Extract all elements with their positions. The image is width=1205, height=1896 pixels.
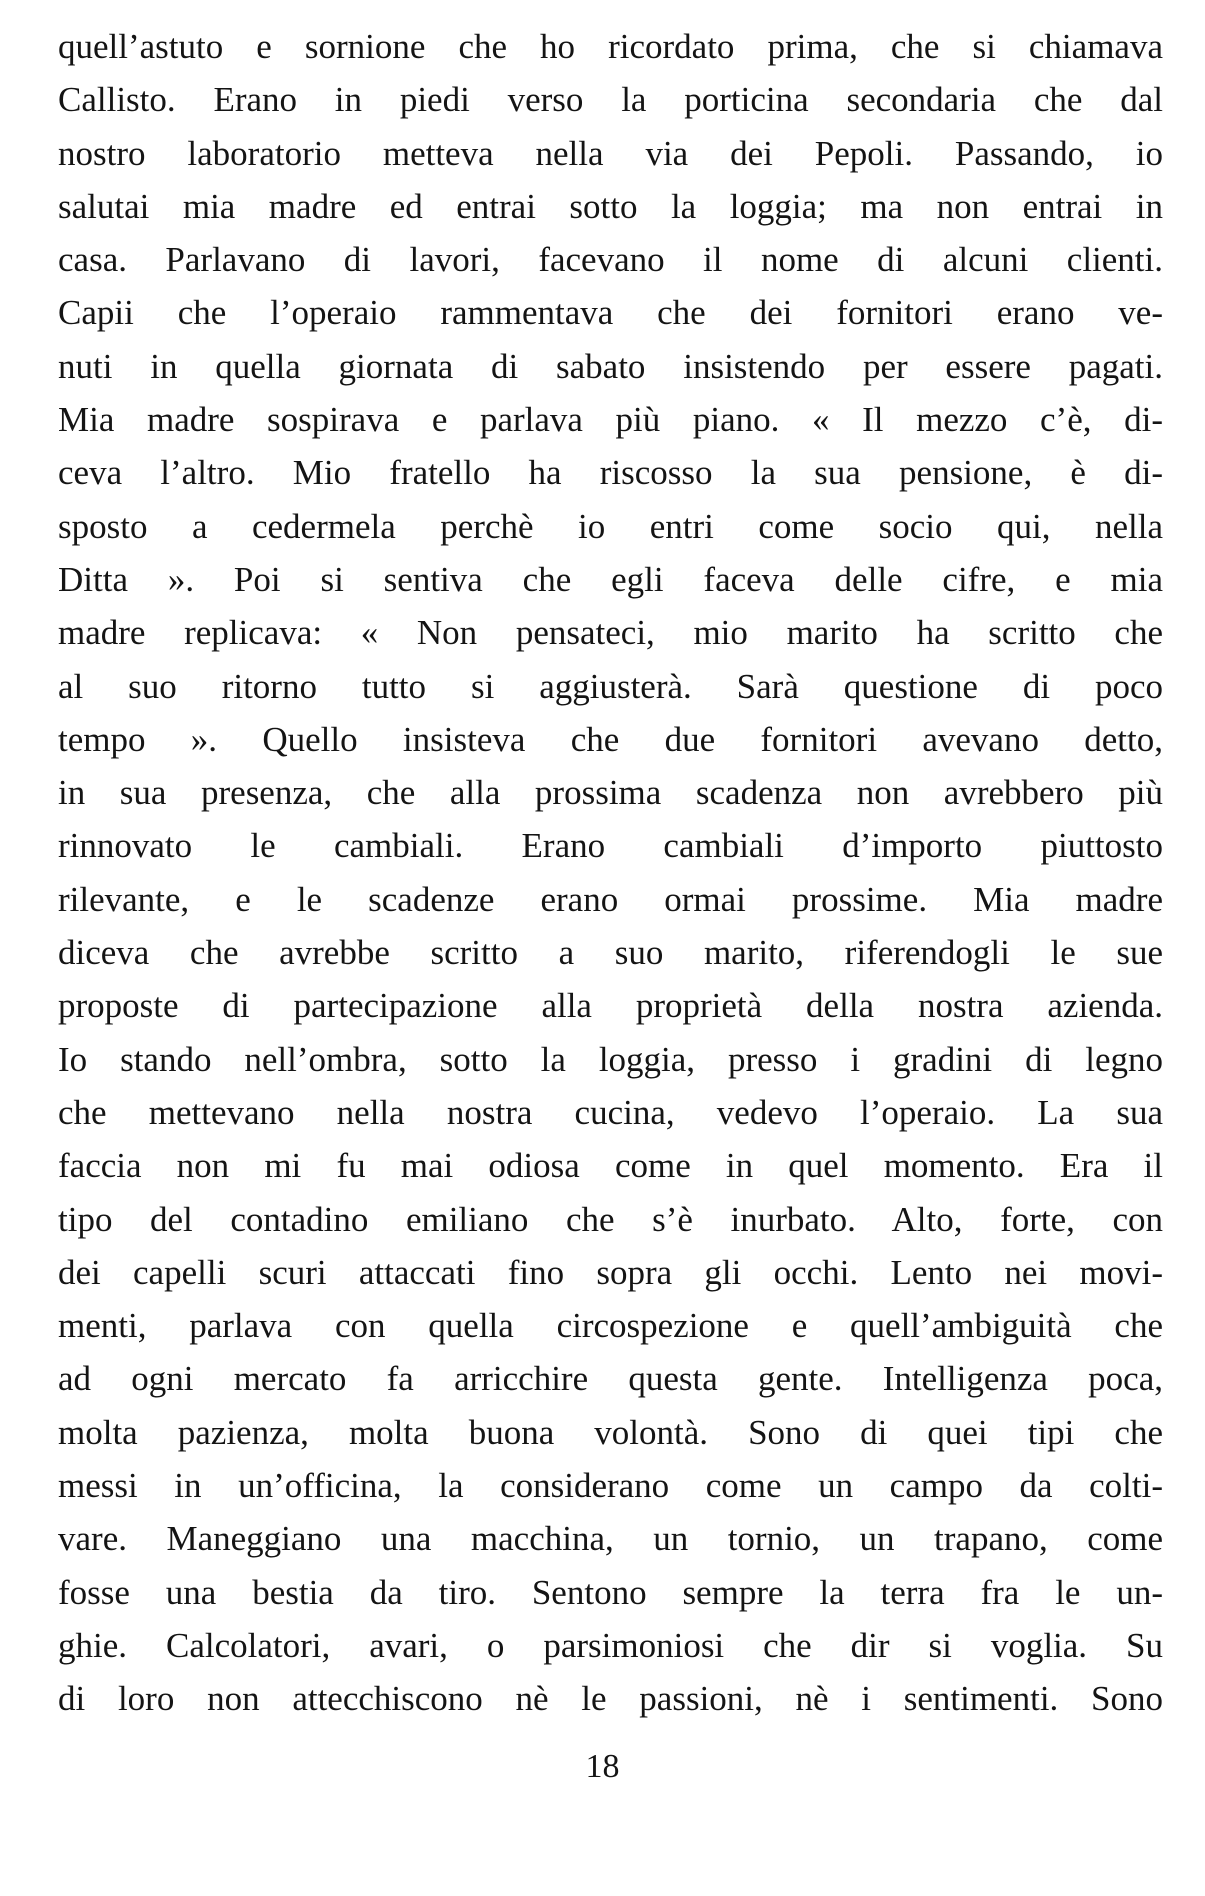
text-line: molta pazienza, molta buona volontà. Sono di quei tipi che	[58, 1412, 1163, 1452]
text-line: che mettevano nella nostra cucina, vedevo l’operaio. La sua	[58, 1092, 1163, 1132]
text-line: ceva l’altro. Mio fratello ha riscosso la sua pensione, è di-	[58, 453, 1163, 493]
text-line: Ditta ». Poi si sentiva che egli faceva delle cifre, e mia	[58, 559, 1163, 599]
text-line: ghie. Calcolatori, avari, o parsimoniosi che dir si voglia. Su	[58, 1625, 1163, 1665]
text-line: Mia madre sospirava e parlava più piano. « Il mezzo c’è, di-	[58, 400, 1163, 440]
text-line: diceva che avrebbe scritto a suo marito, riferendogli le sue	[58, 933, 1163, 973]
text-line: Io stando nell’ombra, sotto la loggia, presso i gradini di legno	[58, 1039, 1163, 1079]
text-line: nuti in quella giornata di sabato insistendo per essere pagati.	[58, 346, 1163, 386]
body-text	[58, 20, 1163, 1726]
text-line: vare. Maneggiano una macchina, un tornio, un trapano, come	[58, 1519, 1163, 1559]
page-number: 18	[585, 1748, 620, 1785]
text-line: rinnovato le cambiali. Erano cambiali d’importo piuttosto	[58, 826, 1163, 866]
text-line: menti, parlava con quella circospezione e quell’ambiguità che	[58, 1306, 1163, 1346]
text-line: casa. Parlavano di lavori, facevano il nome di alcuni clienti.	[58, 240, 1163, 280]
text-line: Callisto. Erano in piedi verso la porticina secondaria che dal	[58, 80, 1163, 120]
text-line: salutai mia madre ed entrai sotto la loggia; ma non entrai in	[58, 186, 1163, 226]
text-line: quell’astuto e sornione che ho ricordato prima, che si chiamava	[58, 27, 1163, 66]
text-line: ad ogni mercato fa arricchire questa gente. Intelligenza poca,	[58, 1359, 1163, 1399]
text-line: in sua presenza, che alla prossima scadenza non avrebbero più	[58, 773, 1163, 813]
text-line: fosse una bestia da tiro. Sentono sempre la terra fra le un-	[58, 1572, 1163, 1612]
text-line: sposto a cedermela perchè io entri come socio qui, nella	[58, 506, 1163, 546]
text-line: messi in un’officina, la considerano come un campo da colti-	[58, 1466, 1163, 1506]
text-line: dei capelli scuri attaccati fino sopra gli occhi. Lento nei movi-	[58, 1252, 1163, 1292]
text-line: tempo ». Quello insisteva che due fornitori avevano detto,	[58, 719, 1163, 759]
text-line: rilevante, e le scadenze erano ormai prossime. Mia madre	[58, 879, 1163, 919]
text-line: di loro non attecchiscono nè le passioni, nè i sentimenti. Sono	[58, 1679, 1163, 1719]
text-line: faccia non mi fu mai odiosa come in quel momento. Era il	[58, 1146, 1163, 1186]
text-line: nostro laboratorio metteva nella via dei Pepoli. Passando, io	[58, 133, 1163, 173]
text-line: tipo del contadino emiliano che s’è inurbato. Alto, forte, con	[58, 1199, 1163, 1239]
text-line: madre replicava: « Non pensateci, mio marito ha scritto che	[58, 613, 1163, 653]
text-line: al suo ritorno tutto si aggiusterà. Sarà questione di poco	[58, 666, 1163, 706]
text-line: Capii che l’operaio rammentava che dei fornitori erano ve-	[58, 293, 1163, 333]
text-line: proposte di partecipazione alla proprietà della nostra azienda.	[58, 986, 1163, 1026]
